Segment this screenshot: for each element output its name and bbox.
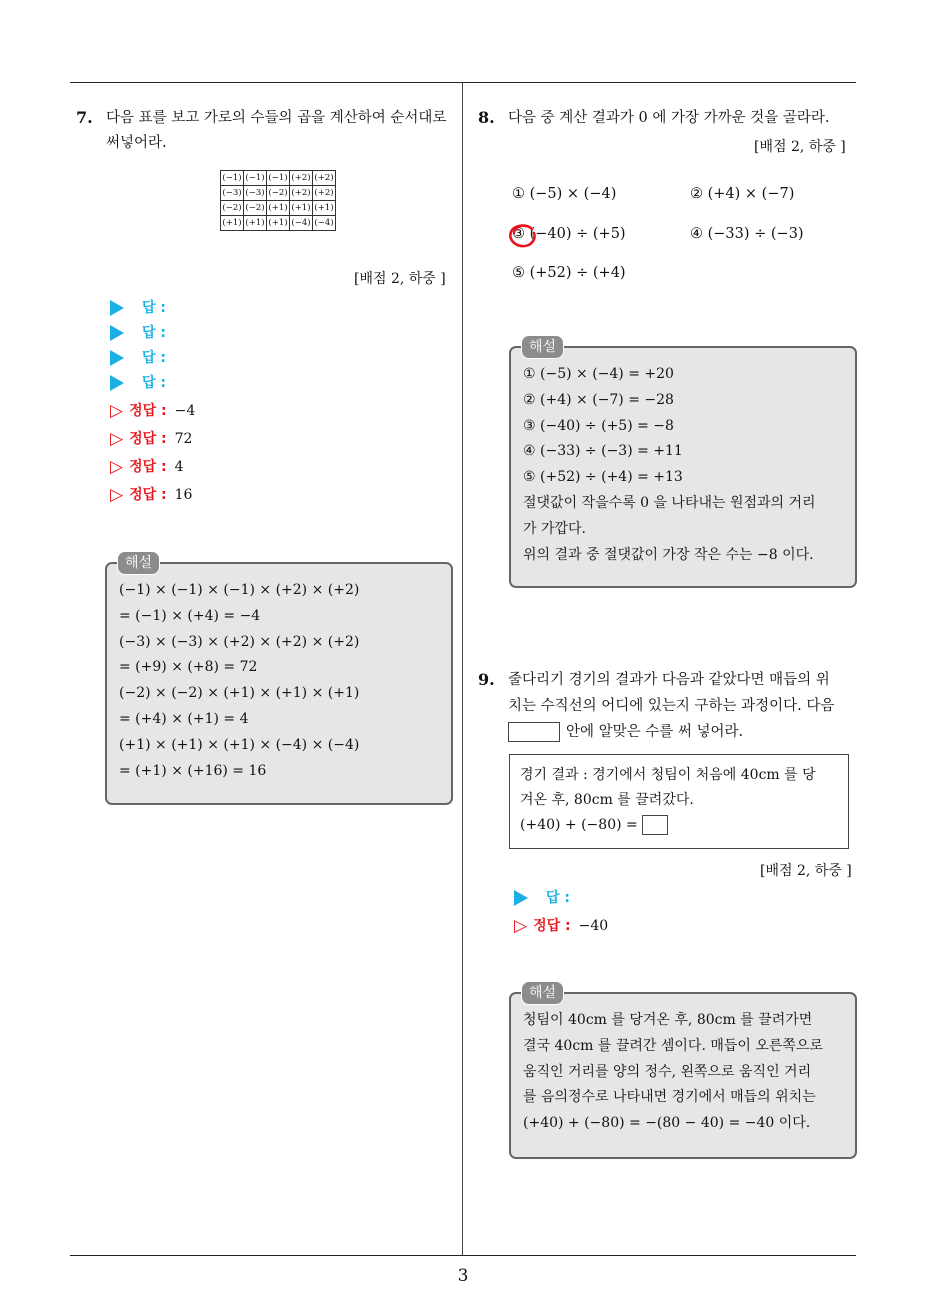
q7-key-2: ▷ 정답 : 72 (110, 429, 193, 449)
table-cell: (+2) (290, 171, 313, 186)
table-cell: (+1) (290, 201, 313, 216)
q8-score: [배점 2, 하중 ] (754, 139, 846, 155)
table-cell: (+2) (313, 186, 336, 201)
table-cell: (−3) (244, 186, 267, 201)
table-cell: (+1) (221, 216, 244, 231)
table-row (221, 216, 336, 231)
table-cell: (−4) (313, 216, 336, 231)
table-cell: (−2) (267, 186, 290, 201)
q7-key-4: ▷ 정답 : 16 (110, 485, 193, 505)
q7-answer-2[interactable]: 답 : (110, 322, 166, 344)
column-divider (462, 83, 463, 1255)
key-arrow-icon: ▷ (514, 916, 528, 936)
q8-choice-3[interactable]: ③ (−40) ÷ (+5) (512, 226, 626, 242)
q9-key: ▷ 정답 : −40 (514, 916, 609, 936)
table-row (221, 201, 336, 216)
answer-arrow-icon (110, 350, 124, 366)
key-arrow-icon: ▷ (110, 401, 124, 421)
q9-blank-box (508, 722, 560, 742)
q9-text-line3: 안에 알맞은 수를 써 넣어라. (508, 720, 743, 745)
answer-arrow-icon (110, 325, 124, 341)
q7-number-table (220, 170, 336, 231)
explanation-tag: 해설 (521, 981, 564, 1005)
table-row (221, 171, 336, 186)
q9-answer-blank (642, 815, 668, 835)
q9-explanation: 해설 청팀이 40cm 를 당겨온 후, 80cm 를 끌려가면 결국 40cm 를 끌려간 셈이다. 매듭이 오른쪽으로 움직인 거리를 양의 정수, 왼쪽으로 움직인 거리 를 음의정수로 나타내면 경기에서 매듭의 위치는 (+40) + (−80) = −(80 − 40) = −40 이다. (509, 992, 857, 1159)
q7-answer-1[interactable]: 답 : (110, 297, 166, 319)
q8-number: 8. (478, 108, 495, 127)
header-rule (70, 82, 856, 83)
table-cell: (−2) (244, 201, 267, 216)
q7-number: 7. (76, 108, 93, 127)
q9-score: [배점 2, 하중 ] (760, 863, 852, 879)
table-cell: (−4) (290, 216, 313, 231)
q9-text-line2: 치는 수직선의 어디에 있는지 구하는 과정이다. 다음 (508, 698, 835, 714)
q7-key-3: ▷ 정답 : 4 (110, 457, 184, 477)
q7-explanation: 해설 (−1) × (−1) × (−1) × (+2) × (+2) = (−1) × (+4) = −4 (−3) × (−3) × (+2) × (+2) × (+2) = (+9) × (+8) = 72 (−2) × (−2) × (+1) × (+1) × (+1) = (+4) × (+1) = 4 (+1) × (+1) × (+1) × (−4) × (−4) = (+1) × (+16) = 16 (105, 562, 453, 805)
q8-choice-2[interactable]: ② (+4) × (−7) (690, 186, 795, 202)
q9-text-line1: 줄다리기 경기의 결과가 다음과 같았다면 매듭의 위 (508, 672, 830, 688)
table-cell: (+1) (313, 201, 336, 216)
q7-answer-4[interactable]: 답 : (110, 372, 166, 394)
table-cell: (+1) (267, 201, 290, 216)
q7-text: 다음 표를 보고 가로의 수들의 곱을 계산하여 순서대로 써넣어라. (106, 110, 447, 151)
answer-arrow-icon (514, 890, 528, 906)
key-arrow-icon: ▷ (110, 457, 124, 477)
q8-choice-5[interactable]: ⑤ (+52) ÷ (+4) (512, 265, 626, 281)
table-cell: (−3) (221, 186, 244, 201)
q8-choice-4[interactable]: ④ (−33) ÷ (−3) (690, 226, 804, 242)
table-cell: (+2) (313, 171, 336, 186)
q8-explanation: 해설 ① (−5) × (−4) = +20 ② (+4) × (−7) = −28 ③ (−40) ÷ (+5) = −8 ④ (−33) ÷ (−3) = +11 ⑤ (+52) ÷ (+4) = +13 절댓값이 작을수록 0 을 나타내는 원점과의 거리 가 가깝다. 위의 결과 중 절댓값이 가장 작은 수는 −8 이다. (509, 346, 857, 588)
q7-key-1: ▷ 정답 : −4 (110, 401, 196, 421)
table-row (221, 186, 336, 201)
table-cell: (+1) (244, 216, 267, 231)
key-arrow-icon: ▷ (110, 485, 124, 505)
q9-number: 9. (478, 670, 495, 689)
table-cell: (−2) (221, 201, 244, 216)
q9-given-box: 경기 결과 : 경기에서 청팀이 처음에 40cm 를 당 겨온 후, 80cm 를 끌려갔다. (+40) + (−80) = (509, 754, 849, 849)
table-cell: (−1) (267, 171, 290, 186)
key-arrow-icon: ▷ (110, 429, 124, 449)
footer-rule (70, 1255, 856, 1256)
q8-text: 다음 중 계산 결과가 0 에 가장 가까운 것을 골라라. (508, 110, 830, 126)
answer-arrow-icon (110, 300, 124, 316)
table-cell: (+1) (267, 216, 290, 231)
explanation-tag: 해설 (521, 335, 564, 359)
explanation-tag: 해설 (117, 551, 160, 575)
page-number: 3 (457, 1266, 469, 1286)
table-cell: (−1) (221, 171, 244, 186)
answer-arrow-icon (110, 375, 124, 391)
table-cell: (−1) (244, 171, 267, 186)
q7-answer-3[interactable]: 답 : (110, 347, 166, 369)
q9-answer[interactable]: 답 : (514, 887, 570, 909)
q8-choice-1[interactable]: ① (−5) × (−4) (512, 186, 617, 202)
q7-score: [배점 2, 하중 ] (354, 271, 446, 287)
selected-answer-circle-icon (508, 223, 538, 249)
table-cell: (+2) (290, 186, 313, 201)
